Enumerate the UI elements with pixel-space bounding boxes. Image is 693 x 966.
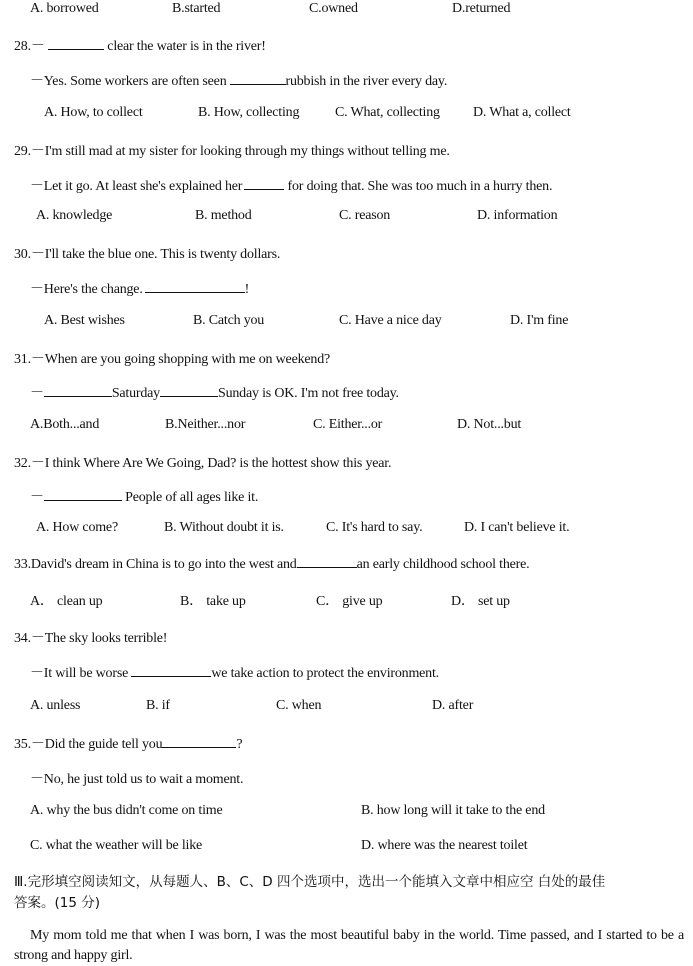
- q28-answer: －Yes. Some workers are often seen rubbish in the river every day.: [30, 74, 448, 89]
- q34-option-a: A. unless: [30, 698, 81, 713]
- q34-option-b: B. if: [146, 698, 170, 713]
- answer-blank: [230, 72, 286, 85]
- q29-option-c: C. reason: [339, 208, 391, 223]
- q31-option-c: C. Either...or: [313, 417, 383, 432]
- q35-option-d: D. where was the nearest toilet: [361, 838, 528, 853]
- answer-blank: [160, 384, 218, 397]
- q33-question: 33.David's dream in China is to go into the west and an early childhood school there.: [14, 557, 530, 572]
- q29-option-a: A. knowledge: [36, 208, 113, 223]
- q30-option-d: D. I'm fine: [510, 313, 569, 328]
- q27-option-d: D.returned: [452, 1, 511, 16]
- q35-option-a: A. why the bus didn't come on time: [30, 803, 223, 818]
- q33-option-c: C． give up: [316, 594, 383, 609]
- q28-option-b: B. How, collecting: [198, 105, 300, 120]
- q34-question: 34.－The sky looks terrible!: [14, 631, 168, 646]
- answer-blank: [162, 735, 236, 748]
- q27-option-c: C.owned: [309, 1, 358, 16]
- answer-blank: [244, 177, 284, 190]
- q29-question: 29.－I'm still mad at my sister for looking through my things without telling me.: [14, 144, 450, 159]
- q32-question: 32.－I think Where Are We Going, Dad? is the hottest show this year.: [14, 456, 392, 471]
- passage-paragraph: My mom told me that when I was born, I was the most beautiful baby in the world. Time passed, and I started to be a strong and happy girl.: [14, 928, 684, 963]
- q28-question: 28.－ clear the water is in the river!: [14, 39, 266, 54]
- section-heading: Ⅲ.完形填空阅读知文，从每题人、B、C、D 四个选项中，选出一个能填入文章中相应空 白处的最佳: [14, 874, 606, 890]
- q31-answer: － Saturday Sunday is OK. I'm not free today.: [30, 386, 399, 401]
- q28-option-c: C. What, collecting: [335, 105, 440, 120]
- q30-option-a: A. Best wishes: [44, 313, 125, 328]
- answer-blank: [44, 488, 122, 501]
- q31-option-b: B.Neither...nor: [165, 417, 246, 432]
- q31-option-a: A.Both...and: [30, 417, 100, 432]
- answer-blank: [145, 280, 245, 293]
- q27-option-a: A. borrowed: [30, 1, 99, 16]
- q32-option-c: C. It's hard to say.: [326, 520, 423, 535]
- section-heading-cont: 答案。(15 分): [14, 895, 101, 911]
- answer-blank: [44, 384, 112, 397]
- q29-answer: －Let it go. At least she's explained her for doing that. She was too much in a hurry then.: [30, 179, 553, 194]
- q34-option-d: D. after: [432, 698, 474, 713]
- answer-blank: [131, 664, 211, 677]
- q34-answer: －It will be worse we take action to protect the environment.: [30, 666, 439, 681]
- q35-question: 35.－Did the guide tell you ?: [14, 737, 243, 752]
- q33-option-d: D． set up: [451, 594, 510, 609]
- q31-option-d: D. Not...but: [457, 417, 522, 432]
- q28-option-d: D. What a, collect: [473, 105, 571, 120]
- q31-question: 31.－When are you going shopping with me on weekend?: [14, 352, 331, 367]
- answer-blank: [48, 37, 104, 50]
- q30-answer: －Here's the change. !: [30, 282, 250, 297]
- q35-answer: －No, he just told us to wait a moment.: [30, 772, 244, 787]
- q32-option-b: B. Without doubt it is.: [164, 520, 284, 535]
- q33-option-b: B． take up: [180, 594, 246, 609]
- q32-option-d: D. I can't believe it.: [464, 520, 570, 535]
- q33-option-a: A． clean up: [30, 594, 103, 609]
- answer-blank: [297, 555, 357, 568]
- q35-option-b: B. how long will it take to the end: [361, 803, 545, 818]
- q29-option-d: D. information: [477, 208, 558, 223]
- q30-option-b: B. Catch you: [193, 313, 265, 328]
- q35-option-c: C. what the weather will be like: [30, 838, 203, 853]
- q30-question: 30.－I'll take the blue one. This is twenty dollars.: [14, 247, 281, 262]
- q30-option-c: C. Have a nice day: [339, 313, 442, 328]
- q28-option-a: A. How, to collect: [44, 105, 143, 120]
- q34-option-c: C. when: [276, 698, 322, 713]
- q32-option-a: A. How come?: [36, 520, 118, 535]
- q29-option-b: B. method: [195, 208, 252, 223]
- q32-answer: － People of all ages like it.: [30, 490, 259, 505]
- q27-option-b: B.started: [172, 1, 221, 16]
